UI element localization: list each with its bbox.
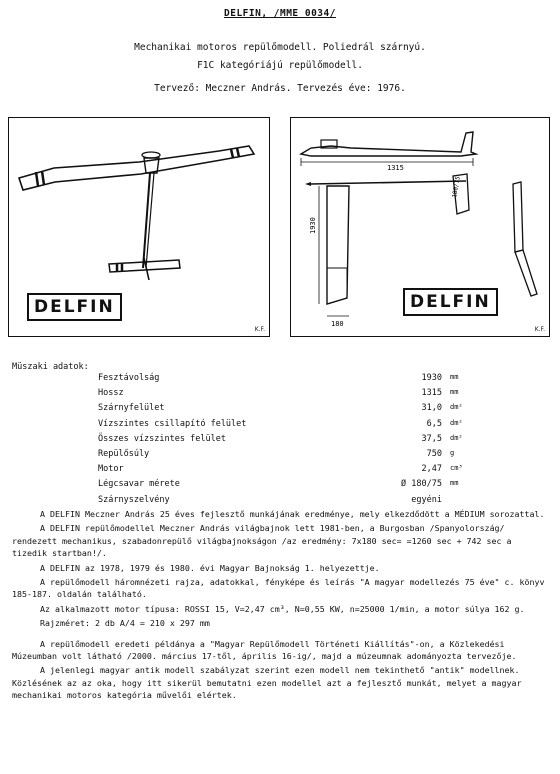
spec-row xyxy=(98,464,478,479)
dim-tail-label: 180 xyxy=(331,320,344,328)
spec-value: 37,5 xyxy=(421,433,442,444)
spec-value: egyéni xyxy=(411,494,442,505)
spec-unit: mm xyxy=(450,479,459,488)
dim-length-label: 1315 xyxy=(387,164,404,172)
figure-label-left: DELFIN xyxy=(27,293,122,321)
figure-label-right: DELFIN xyxy=(403,288,498,316)
spec-label: Fesztávolság xyxy=(98,373,160,383)
draftsman-initials-right: K.F. xyxy=(534,326,545,333)
spec-label: Összes vízszintes felület xyxy=(98,433,226,444)
paragraph: Az alkalmazott motor típusa: ROSSI 15, V=2,47 cm³, N=0,55 KW, n=25000 1/min, a motor súlya 162 g. xyxy=(40,603,525,614)
spec-value: 2,47 xyxy=(421,464,442,475)
spec-value: Ø 180/75 xyxy=(401,479,442,490)
spec-unit: cm³ xyxy=(450,464,463,473)
subtitle-line-2: F1C kategóriájú repülőmodell. xyxy=(197,60,363,71)
spec-row xyxy=(98,449,478,464)
specs-heading: Müszaki adatok: xyxy=(12,362,89,372)
spec-row xyxy=(98,479,478,494)
paragraph: A DELFIN repülőmodellel Meczner András világbajnok lett 1981-ben, a Burgosban /Spanyolország/ rendezett mechanikus, szabadonrepülő világbajnokságon /az eredmény: 7x180 sec= =1260 sec + 742 sec a tizedik startban!/. xyxy=(12,523,512,559)
spec-unit: mm xyxy=(450,388,459,397)
spec-value: 6,5 xyxy=(426,418,442,429)
paragraph: A DELFIN Meczner András 25 éves fejlesztő munkájának eredménye, mely elkezdődött a MÉDIUM sorozattal. xyxy=(40,509,545,519)
paragraph: A jelenlegi magyar antik modell szabályzat szerint ezen modell nem tekinthető "antik" modellnek. Közlésének az az oka, hogy itt sikerül bemutatni ezen modellel azt a fejlesztő munkát, melyet a magyar mechanikai motoros kategória művelői elértek. xyxy=(12,665,522,701)
paragraph: A repülőmodell háromnézeti rajza, adatokkal, fényképe és leírás "A magyar modellezés 75 éve" c. könyv 185-187. oldalán található. xyxy=(12,577,545,600)
spec-unit: mm xyxy=(450,373,459,381)
spec-row xyxy=(98,373,478,388)
spec-row xyxy=(98,403,478,418)
designer-line: Tervező: Meczner András. Tervezés éve: 1976. xyxy=(154,83,406,94)
draftsman-initials-left: K.F. xyxy=(254,326,265,333)
spec-label: Szárnyszelvény xyxy=(98,494,170,505)
dim-stab-label: 180/75 xyxy=(451,175,462,199)
perspective-figure xyxy=(8,117,270,337)
spec-value: 1315 xyxy=(421,388,442,399)
specs-table xyxy=(98,373,478,510)
paragraph: A DELFIN az 1978, 1979 és 1980. évi Magyar Bajnokság 1. helyezettje. xyxy=(40,562,380,573)
spec-value: 31,0 xyxy=(421,403,442,414)
spec-unit: dm² xyxy=(450,418,463,427)
paragraph: A repülőmodell eredeti példánya a "Magyar Repülőmodell Történeti Kiállítás"-on, a Közlekedési Múzeumban volt látható /2000. március 17-től, április 16-ig/, majd a múzeumnak adományozta tervezője. xyxy=(12,638,517,662)
spec-label: Hossz xyxy=(98,388,124,399)
spec-label: Motor xyxy=(98,464,124,475)
dim-span-label: 1930 xyxy=(309,217,317,234)
spec-label: Légcsavar mérete xyxy=(98,479,180,490)
description-text xyxy=(12,508,547,704)
spec-row xyxy=(98,434,478,449)
subtitle-line-1: Mechanikai motoros repülőmodell. Poliedrál szárnyú. xyxy=(134,42,426,53)
spec-value: 1930 xyxy=(421,373,442,383)
spec-value: 750 xyxy=(426,448,442,459)
spec-unit: g xyxy=(450,448,455,457)
spec-unit: dm² xyxy=(450,433,463,442)
three-view-figure xyxy=(290,117,550,337)
spec-unit: dm² xyxy=(450,403,463,412)
spec-row xyxy=(98,419,478,434)
spec-row xyxy=(98,388,478,403)
document-title: DELFIN, /MME 0034/ xyxy=(224,8,336,19)
spec-label: Szárnyfelület xyxy=(98,403,165,414)
spec-label: Vízszintes csillapító felület xyxy=(98,418,247,429)
paragraph: Rajzméret: 2 db A/4 = 210 x 297 mm xyxy=(40,618,210,629)
spec-label: Repülősúly xyxy=(98,448,150,459)
